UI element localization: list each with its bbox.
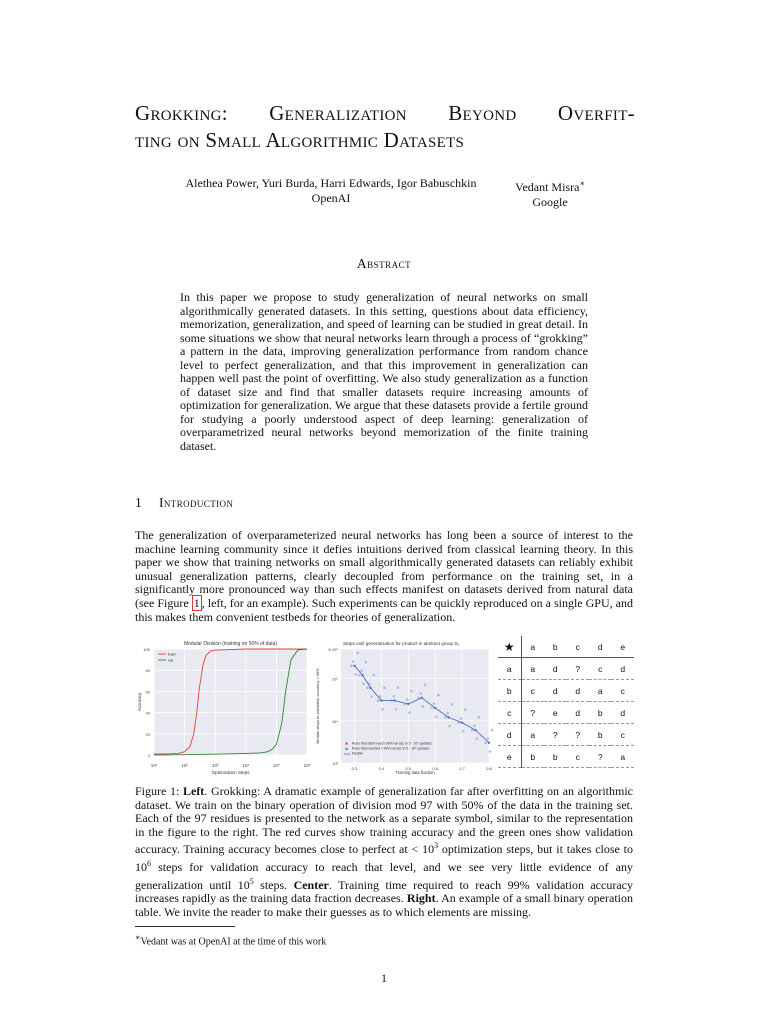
table-cell: b (589, 724, 611, 746)
y-tick-label: 60 (145, 689, 150, 695)
run-point (491, 729, 494, 732)
run-point (424, 684, 427, 687)
run-point (460, 717, 463, 720)
table-cell: ? (566, 658, 588, 680)
x-tick-label: 10³ (211, 763, 219, 768)
run-point (422, 705, 425, 708)
legend-label-val: val (168, 657, 174, 663)
table-cell: d (566, 680, 588, 702)
run-point (383, 686, 386, 689)
footnote-mark: ∗ (579, 179, 585, 188)
median-point (407, 703, 409, 705)
table-cell: b (589, 702, 611, 724)
run-point (392, 695, 395, 698)
table-row-header: d (498, 724, 521, 746)
run-point (362, 683, 365, 686)
run-point (373, 674, 376, 677)
run-point (489, 750, 492, 753)
table-cell: b (521, 746, 544, 768)
table-cell: c (611, 724, 634, 746)
table-corner-symbol: ★ (498, 636, 521, 658)
run-point (478, 716, 481, 719)
table-row (498, 746, 634, 768)
run-point (356, 652, 359, 655)
author-block-openai (178, 176, 484, 206)
author-block-google (505, 176, 595, 210)
y-tick-label: 10³ (332, 761, 338, 766)
run-point (462, 730, 465, 733)
table-row-header: b (498, 680, 521, 702)
y-tick-label: 10⁵ (331, 676, 338, 682)
title-line-1: Grokking: Generalization Beyond Overfit- (135, 101, 635, 125)
binary-operation-table (498, 636, 634, 770)
table-column-header: d (589, 636, 611, 658)
table-cell: d (611, 658, 634, 680)
table-cell: b (544, 746, 566, 768)
y-axis-label: Accuracy (137, 692, 142, 712)
x-tick-label: 0.8 (486, 766, 492, 771)
run-point (350, 665, 353, 668)
paper-title (135, 100, 635, 154)
run-point (475, 738, 478, 741)
x-tick-label: 10¹ (150, 763, 158, 768)
table-row (498, 724, 634, 746)
run-point (408, 711, 411, 714)
run-point (370, 695, 373, 698)
x-tick-label: 10⁶ (303, 763, 311, 768)
legend-marker-reached (345, 748, 347, 750)
table-cell: ? (544, 724, 566, 746)
table-row (498, 680, 634, 702)
x-tick-label: 0.4 (378, 766, 385, 771)
table-cell: c (611, 680, 634, 702)
run-point (487, 737, 490, 740)
median-point (474, 729, 476, 731)
page-number: 1 (381, 971, 387, 985)
section-number: 1 (135, 495, 143, 510)
x-tick-label: 10² (181, 763, 188, 768)
steps-vs-fraction-chart (313, 637, 495, 775)
run-point (433, 702, 436, 705)
author-affiliation: Google (532, 195, 568, 209)
figure-caption: Figure 1: Left. Grokking: A dramatic example of generalization far after overfitting on an algorithmic dataset. We train on the binary operation of division mod 97 with 50% of the data in the training set. Each of the 97 residues is presented to the network as a separate symbol, similar to the representation in the figure to the right. The red curves show training accuracy and the green ones show validation accuracy. Training accuracy becomes close to perfect at < $10^3$ optimization steps, but it takes close to $10^6$ steps for validation accuracy to reach that level, and we see very little evidence of any generalization until $10^5$ steps. Center. Training time required to reach 99% validation accuracy increases rapidly as the training data fraction decreases. Right. An example of a small binary operation table. We invite the reader to make their guesses as to which elements are missing. (135, 784, 634, 919)
y-tick-label: 10⁴ (331, 718, 338, 724)
table-cell: d (611, 702, 634, 724)
table-cell: d (544, 658, 566, 680)
run-point (435, 715, 438, 718)
run-point (485, 742, 488, 745)
x-tick-label: 0.7 (459, 766, 465, 771)
legend-label: Median (352, 751, 364, 756)
table-row (498, 658, 634, 680)
grokking-accuracy-chart (135, 637, 313, 775)
run-point (437, 694, 440, 697)
legend-label: Runs that reached > 99% val acc in 5 · 10⁵ updates (352, 746, 430, 751)
y-tick-label: 40 (145, 710, 150, 716)
run-point (444, 716, 447, 719)
author-affiliation: OpenAI (311, 191, 351, 205)
abstract-text: In this paper we propose to study generalization of neural networks on small algorithmically generated datasets. In this setting, questions about data efficiency, memorization, generalization, and speed of learning can be studied in great detail. In some situations we show that neural networks learn through a process of “grokking” a pattern in the data, improving generalization performance from random chance level to perfect generalization, and that this improvement in generalization can happen well past the point of overfitting. We also study generalization as a function of dataset size and find that smaller datasets require increasing amounts of optimization for generalization. We argue that these datasets provide a fertile ground for studying a poorly understood aspect of deep learning: generalization of overparametrized neural networks beyond memorization of the finite training dataset. (180, 290, 588, 453)
run-point (377, 699, 380, 702)
author-names: Alethea Power, Yuri Burda, Harri Edwards, Igor Babuschkin (185, 176, 477, 190)
run-point (431, 707, 434, 710)
run-point (360, 670, 363, 673)
x-axis-label: Optimization Steps (211, 770, 250, 775)
table-cell: a (521, 658, 544, 680)
table-cell: d (544, 680, 566, 702)
author-name: Vedant Misra∗ (515, 179, 585, 194)
run-point (410, 690, 413, 693)
figure-link[interactable]: 1 (193, 595, 200, 610)
table-column-header: a (521, 636, 544, 658)
table-header-row (498, 636, 634, 658)
footnote: ∗Vedant was at OpenAI at the time of this work (135, 933, 327, 948)
median-point (421, 697, 423, 699)
table-cell: c (589, 658, 611, 680)
run-point (395, 708, 398, 711)
median-point (461, 722, 463, 724)
intro-paragraph: The generalization of overparameterized neural networks has long been a source of interest to the machine learning community since it defies intuitions derived from classical learning theory. In this paper we show that training networks on small algorithmically generated datasets can reliably exhibit unusual generalization patterns, clearly decoupled from performance on the training set, in a significantly more pronounced way than such effects manifest on datasets derived from natural data (see Figure 1 , left, for an example). Such experiments can be quickly reproduced on a single GPU, and this makes them convenient testbeds for theories of generalization. (135, 528, 633, 624)
footnote-rule (135, 926, 235, 927)
legend-label-train: train (168, 651, 176, 657)
run-point (379, 695, 382, 698)
table-cell: c (521, 680, 544, 702)
table-cell: ? (521, 702, 544, 724)
run-point (473, 725, 476, 728)
table-column-header: c (566, 636, 588, 658)
run-point (358, 674, 361, 677)
title-line-2: ting on Small Algorithmic Datasets (135, 128, 465, 152)
x-tick-label: 10⁴ (242, 763, 250, 768)
table-cell: ? (566, 724, 588, 746)
table-row-header: a (498, 658, 521, 680)
y-tick-label: 80 (145, 668, 150, 674)
run-point (406, 698, 409, 701)
run-point (365, 661, 368, 664)
run-point (464, 709, 467, 712)
run-point (451, 703, 454, 706)
y-tick-label: 0 (147, 753, 150, 758)
x-tick-label: 0.5 (405, 766, 412, 771)
operation-table-grid (498, 636, 634, 768)
median-point (488, 742, 490, 744)
x-axis-label: Training data fraction (395, 770, 435, 775)
y-axis-label: Median steps to validation accuracy > 99% (315, 668, 320, 744)
legend-label: Runs that didn't reach 99% val acc in 5 · 10⁵ updates (352, 741, 432, 746)
table-cell: a (589, 680, 611, 702)
x-tick-label: 10⁵ (272, 763, 280, 768)
table-cell: c (566, 746, 588, 768)
x-tick-label: 0.6 (432, 766, 438, 771)
table-column-header: b (544, 636, 566, 658)
table-column-header: e (611, 636, 634, 658)
median-point (353, 665, 355, 667)
y-tick-label: 100 (143, 647, 150, 652)
run-point (419, 692, 422, 695)
table-row (498, 702, 634, 724)
table-cell: e (544, 702, 566, 724)
x-tick-label: 0.3 (351, 766, 358, 771)
y-tick-label: 20 (145, 731, 150, 737)
run-point (352, 660, 355, 663)
run-point (381, 708, 384, 711)
table-cell: ? (589, 746, 611, 768)
table-cell: d (566, 702, 588, 724)
median-point (380, 699, 382, 701)
y-tick-label: 5·10⁵ (328, 647, 338, 652)
table-row-header: e (498, 746, 521, 768)
median-point (394, 699, 396, 701)
run-point (366, 687, 369, 690)
section-title: Introduction (159, 495, 234, 510)
median-point (361, 674, 363, 676)
run-point (448, 725, 451, 728)
run-point (354, 673, 357, 676)
table-cell: a (611, 746, 634, 768)
run-point (446, 712, 449, 715)
abstract-heading: Abstract (356, 256, 412, 271)
table-cell: a (521, 724, 544, 746)
median-point (434, 707, 436, 709)
chart-title: Modular Division (training on 50% of data) (183, 641, 278, 647)
table-row-header: c (498, 702, 521, 724)
section-heading (135, 495, 233, 511)
median-point (447, 716, 449, 718)
median-point (369, 687, 371, 689)
run-point (397, 686, 400, 689)
chart-title: Steps until generalization for product in abstract group S₅ (343, 641, 460, 646)
